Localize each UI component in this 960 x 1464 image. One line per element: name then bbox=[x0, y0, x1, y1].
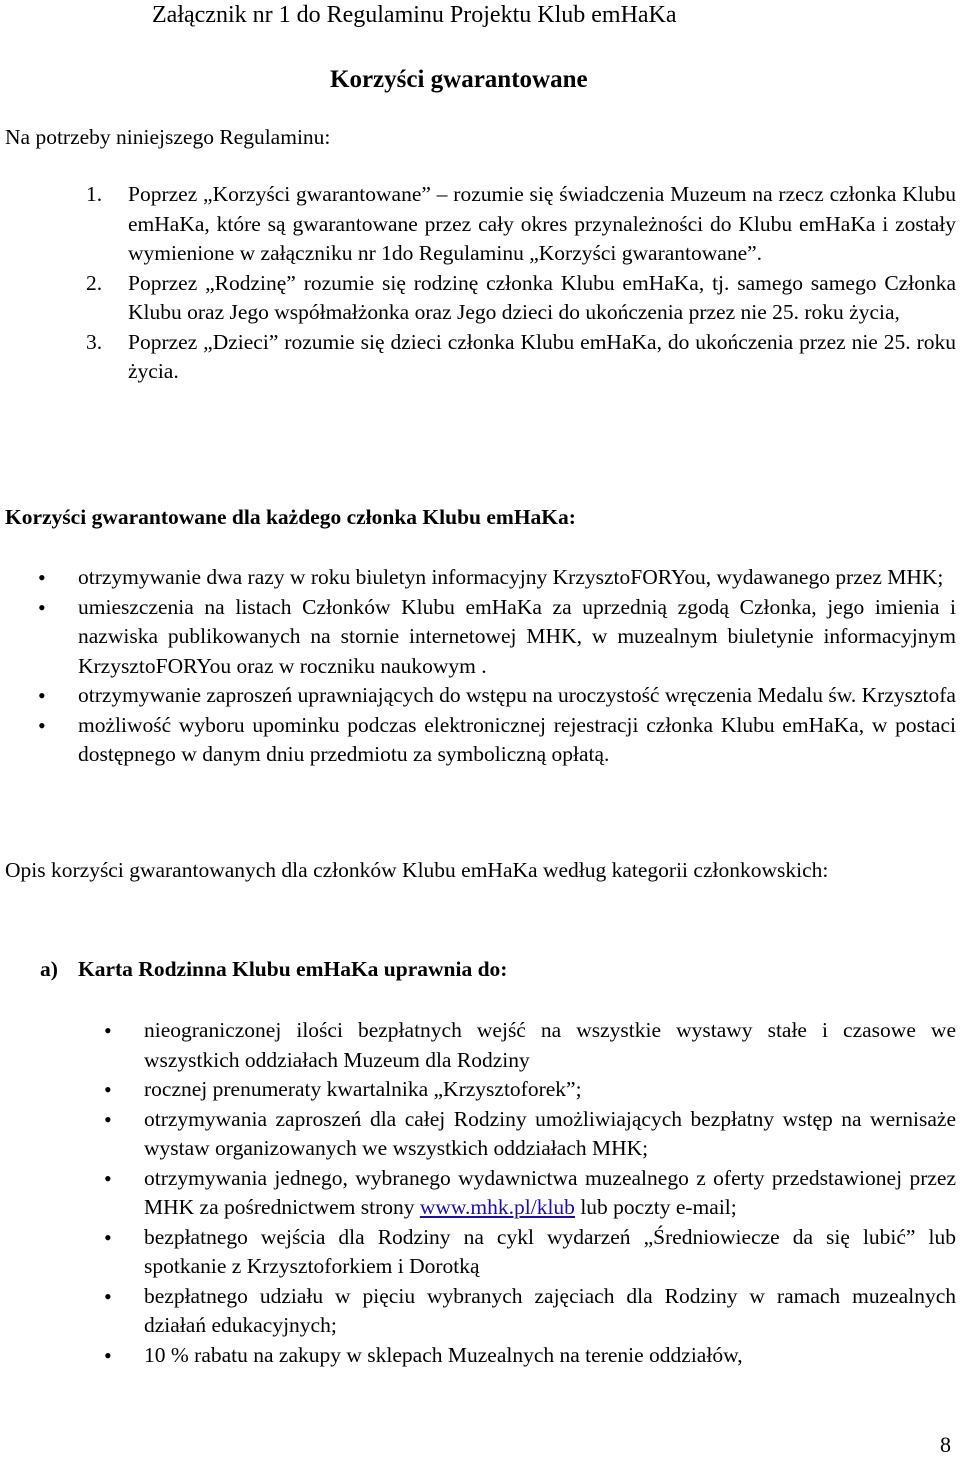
guaranteed-heading: Korzyści gwarantowane dla każdego członka Klubu emHaKa: bbox=[5, 505, 576, 529]
list-item-text: umieszczenia na listach Członków Klubu emHaKa za uprzednią zgodą Członka, jego imienia i nazwiska publikowanych na stornie internetowej MHK, w muzealnym biuletynie informacyjnym KrzysztoFORYou oraz w roczniku naukowym . bbox=[78, 594, 956, 678]
list-item bbox=[38, 593, 956, 682]
bullet-icon: • bbox=[104, 1018, 112, 1043]
club-website-link[interactable]: www.mhk.pl/klub bbox=[419, 1195, 575, 1219]
list-item bbox=[38, 563, 956, 593]
list-item-text: 10 % rabatu na zakupy w sklepach Muzealnych na terenie oddziałów, bbox=[144, 1342, 743, 1367]
bullet-icon: • bbox=[104, 1283, 112, 1309]
family-card-letter: a) bbox=[40, 957, 58, 981]
intro-text: Na potrzeby niniejszego Regulaminu: bbox=[5, 125, 331, 149]
definition-text: Poprzez „Korzyści gwarantowane” – rozumie się świadczenia Muzeum na rzecz członka Klubu emHaKa, które są gwarantowane przez cały okres przynależności do Klubu emHaKa i zostały wymienione w załączniku nr 1do Regulaminu „Korzyści gwarantowane”. bbox=[128, 182, 956, 265]
family-card-heading-text: Karta Rodzinna Klubu emHaKa uprawnia do: bbox=[78, 957, 508, 981]
definition-number: 1. bbox=[86, 182, 103, 206]
definition-number: 2. bbox=[86, 270, 103, 295]
list-item-text: bezpłatnego udziału w pięciu wybranych zajęciach dla Rodziny w ramach muzealnych działań edukacyjnych; bbox=[144, 1283, 956, 1337]
list-item-text: rocznej prenumeraty kwartalnika „Krzysztoforek”; bbox=[144, 1077, 582, 1101]
list-item-text: otrzymywanie zaproszeń uprawniających do wstępu na uroczystość wręczenia Medalu św. Krzysztofa bbox=[78, 683, 956, 707]
list-item bbox=[104, 1164, 956, 1223]
bullet-icon: • bbox=[38, 594, 46, 620]
guaranteed-benefits-list bbox=[38, 563, 956, 770]
family-card-benefits-list bbox=[104, 1016, 956, 1370]
definition-item bbox=[86, 328, 956, 387]
list-item bbox=[104, 1016, 956, 1075]
list-item bbox=[104, 1105, 956, 1164]
list-item-text: nieograniczonej ilości bezpłatnych wejść na wszystkie wystawy stałe i czasowe we wszystkich oddziałach Muzeum dla Rodziny bbox=[144, 1018, 956, 1072]
list-item-text-before-link: otrzymywania jednego, wybranego wydawnictwa muzealnego z oferty przedstawionej przez MHK za pośrednictwem strony bbox=[144, 1165, 956, 1219]
definition-text: Poprzez „Rodzinę” rozumie się rodzinę członka Klubu emHaKa, tj. samego samego Członka Klubu oraz Jego współmałżonka oraz Jego dzieci do ukończenia przez nie 25. roku życia, bbox=[128, 270, 956, 324]
annex-title: Załącznik nr 1 do Regulaminu Projektu Klub emHaKa bbox=[152, 2, 677, 28]
list-item-text: otrzymywania zaproszeń dla całej Rodziny umożliwiających bezpłatny wstęp na wernisaże wystaw organizowanych we wszystkich oddziałach MHK; bbox=[144, 1106, 956, 1160]
list-item bbox=[104, 1075, 956, 1105]
bullet-icon: • bbox=[104, 1224, 112, 1250]
definition-item bbox=[86, 180, 956, 269]
list-item bbox=[38, 711, 956, 770]
definition-number: 3. bbox=[86, 329, 103, 354]
bullet-icon: • bbox=[38, 683, 46, 708]
definition-text: Poprzez „Dzieci” rozumie się dzieci członka Klubu emHaKa, do ukończenia przez nie 25. roku życia. bbox=[128, 329, 956, 383]
list-item-text: bezpłatnego wejścia dla Rodziny na cykl wydarzeń „Średniowiecze da się lubić” lub spotkanie z Krzysztoforkiem i Dorotką bbox=[144, 1224, 956, 1278]
bullet-icon: • bbox=[104, 1342, 112, 1368]
bullet-icon: • bbox=[104, 1165, 112, 1191]
list-item-text: otrzymywanie dwa razy w roku biuletyn informacyjny KrzysztoFORYou, wydawanego przez MHK; bbox=[78, 565, 944, 589]
list-item bbox=[38, 681, 956, 711]
definition-item bbox=[86, 269, 956, 328]
section-title: Korzyści gwarantowane bbox=[330, 66, 588, 93]
page-number: 8 bbox=[940, 1432, 951, 1457]
bullet-icon: • bbox=[104, 1077, 112, 1102]
list-item bbox=[104, 1282, 956, 1341]
list-item bbox=[104, 1341, 956, 1371]
list-item-text-after-link: lub poczty e-mail; bbox=[574, 1195, 737, 1219]
definitions-list bbox=[86, 180, 956, 387]
bullet-icon: • bbox=[38, 712, 46, 738]
bullet-icon: • bbox=[104, 1106, 112, 1132]
family-card-heading bbox=[40, 955, 507, 985]
list-item bbox=[104, 1223, 956, 1282]
bullet-icon: • bbox=[38, 565, 46, 590]
list-item-text: możliwość wyboru upominku podczas elektronicznej rejestracji członka Klubu emHaKa, w postaci dostępnego w danym dniu przedmiotu za symboliczną opłatą. bbox=[78, 712, 956, 766]
description-paragraph: Opis korzyści gwarantowanych dla członków Klubu emHaKa według kategorii członkowskich: bbox=[5, 858, 829, 882]
